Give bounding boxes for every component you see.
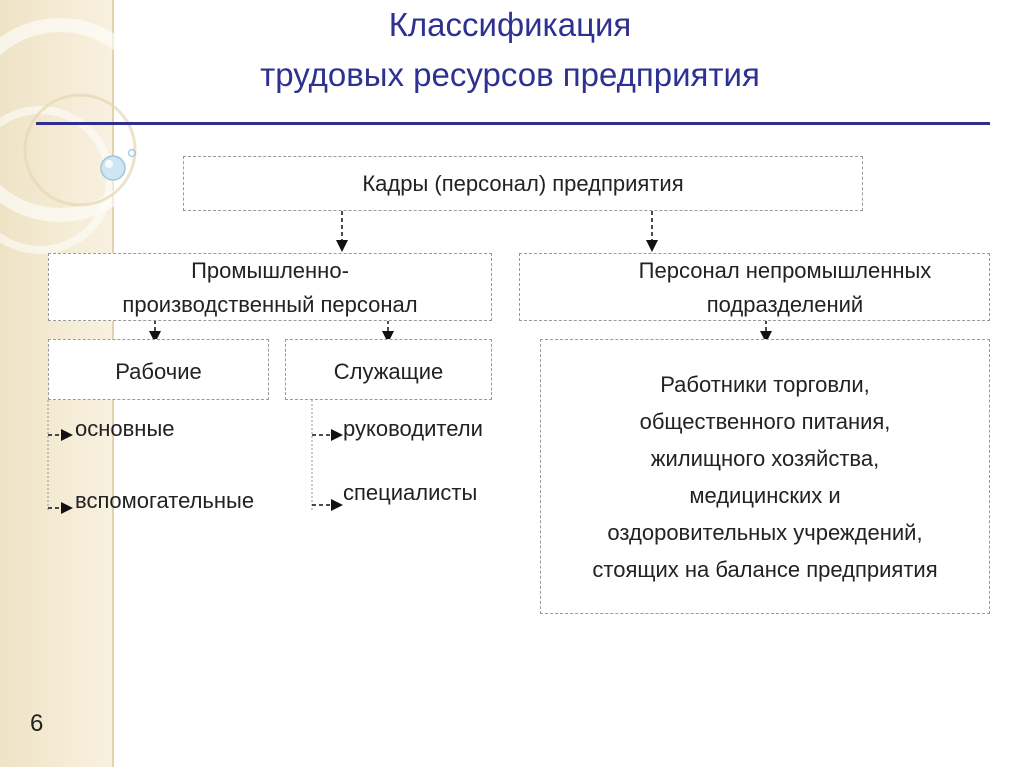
employees-label: Служащие [333,359,444,384]
title-line-1: Классификация [388,6,632,43]
root-label: Кадры (персонал) предприятия [362,171,684,196]
detail-line-3: жилищного хозяйства, [650,446,880,471]
detail-line-2: общественного питания, [639,409,891,434]
employees-item-managers: руководители [343,416,483,441]
workers-item-main: основные [75,416,175,441]
title-line-2: трудовых ресурсов предприятия [260,56,760,93]
employees-item-specialists: специалисты [343,480,478,505]
nonindustrial-staff-line-2: подразделений [706,292,864,317]
industrial-staff-line-1: Промышленно- [191,258,349,283]
nonindustrial-staff-line-1: Персонал непромышленных [638,258,932,283]
detail-line-5: оздоровительных учреждений, [607,520,923,545]
detail-line-6: стоящих на балансе предприятия [592,557,938,582]
workers-label: Рабочие [115,359,202,384]
workers-item-auxiliary: вспомогательные [75,488,255,513]
detail-line-1: Работники торговли, [660,372,870,397]
detail-line-4: медицинских и [689,483,841,508]
page-number: 6 [30,710,44,737]
industrial-staff-line-2: производственный персонал [122,292,418,317]
